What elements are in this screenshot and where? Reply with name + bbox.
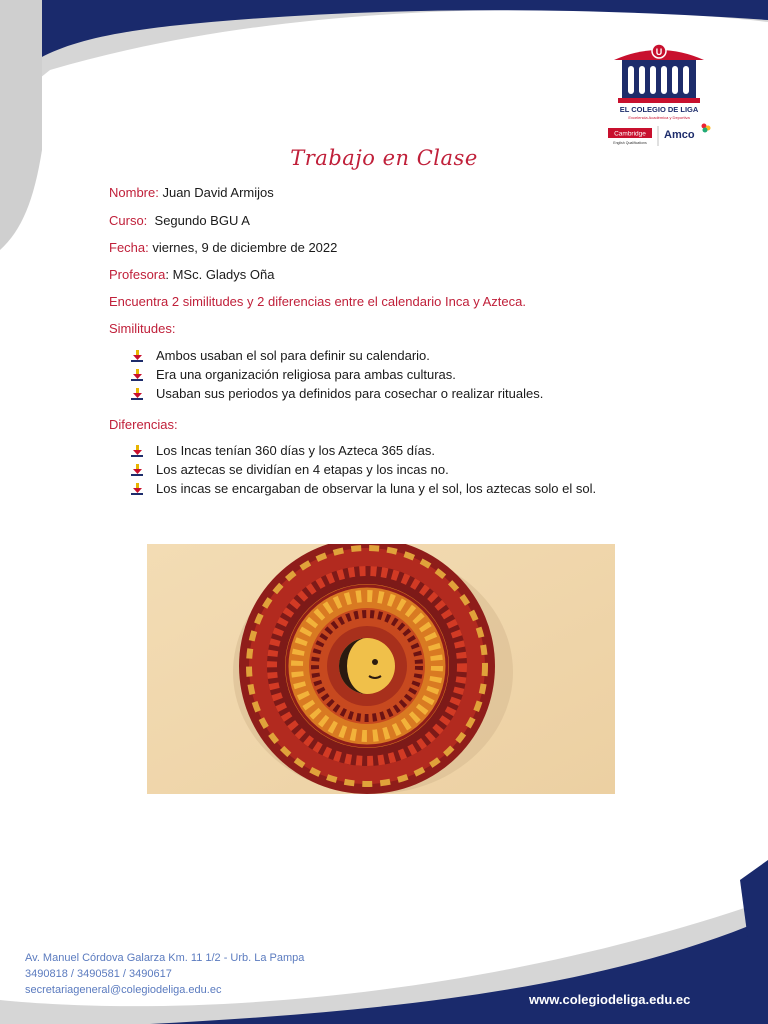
school-logo: [604, 40, 716, 152]
footer-contact: [25, 950, 304, 998]
similitudes-heading: Similitudes:: [109, 321, 176, 336]
svg-text:Amco: Amco: [664, 129, 695, 141]
diferencias-heading: Diferencias:: [109, 417, 178, 432]
list-item: Ambos usaban el sol para definir su calendario.: [130, 346, 543, 365]
profesora-label: Profesora: [109, 267, 166, 282]
bullet-arrow-icon: [130, 464, 144, 476]
nombre-value: Juan David Armijos: [158, 185, 274, 200]
svg-text:EL COLEGIO DE LIGA: EL COLEGIO DE LIGA: [619, 105, 699, 114]
fecha-label: Fecha:: [109, 240, 149, 255]
list-item: Usaban sus periodos ya definidos para cosechar o realizar rituales.: [130, 384, 543, 403]
nombre-label: Nombre:: [109, 185, 159, 200]
list-item: Era una organización religiosa para ambas culturas.: [130, 365, 543, 384]
field-fecha: [109, 240, 337, 255]
similitudes-list: [130, 346, 543, 403]
bullet-arrow-icon: [130, 388, 144, 400]
bullet-arrow-icon: [130, 350, 144, 362]
field-curso: [109, 213, 250, 228]
bullet-arrow-icon: [130, 445, 144, 457]
curso-value: Segundo BGU A: [147, 213, 250, 228]
svg-text:U: U: [655, 47, 663, 57]
profesora-value: : MSc. Gladys Oña: [165, 267, 275, 282]
svg-text:Cambridge: Cambridge: [614, 130, 646, 138]
page-title: Trabajo en Clase: [290, 146, 478, 170]
footer-address: Av. Manuel Córdova Galarza Km. 11 1/2 - Urb. La Pampa: [25, 952, 305, 964]
calendar-photo: [147, 544, 615, 794]
field-nombre: [109, 185, 274, 200]
footer-email[interactable]: secretariageneral@colegiodeliga.edu.ec: [25, 984, 222, 996]
curso-label: Curso:: [109, 213, 148, 228]
list-item: Los Incas tenían 360 días y los Azteca 365 días.: [130, 441, 596, 460]
task-instruction: Encuentra 2 similitudes y 2 diferencias entre el calendario Inca y Azteca.: [109, 294, 526, 309]
bullet-arrow-icon: [130, 483, 144, 495]
svg-text:Excelencia Académica y Deporti: Excelencia Académica y Deportiva: [628, 115, 690, 120]
list-item: Los incas se encargaban de observar la luna y el sol, los aztecas solo el sol.: [130, 479, 596, 498]
field-profesora: [109, 267, 274, 282]
website-link[interactable]: www.colegiodeliga.edu.ec: [529, 992, 691, 1007]
list-item: Los aztecas se dividían en 4 etapas y los incas no.: [130, 460, 596, 479]
bullet-arrow-icon: [130, 369, 144, 381]
diferencias-list: [130, 441, 596, 498]
svg-text:English Qualifications: English Qualifications: [613, 141, 647, 145]
footer-phones: 3490818 / 3490581 / 3490617: [25, 968, 172, 980]
fecha-value: viernes, 9 de diciembre de 2022: [148, 240, 338, 255]
